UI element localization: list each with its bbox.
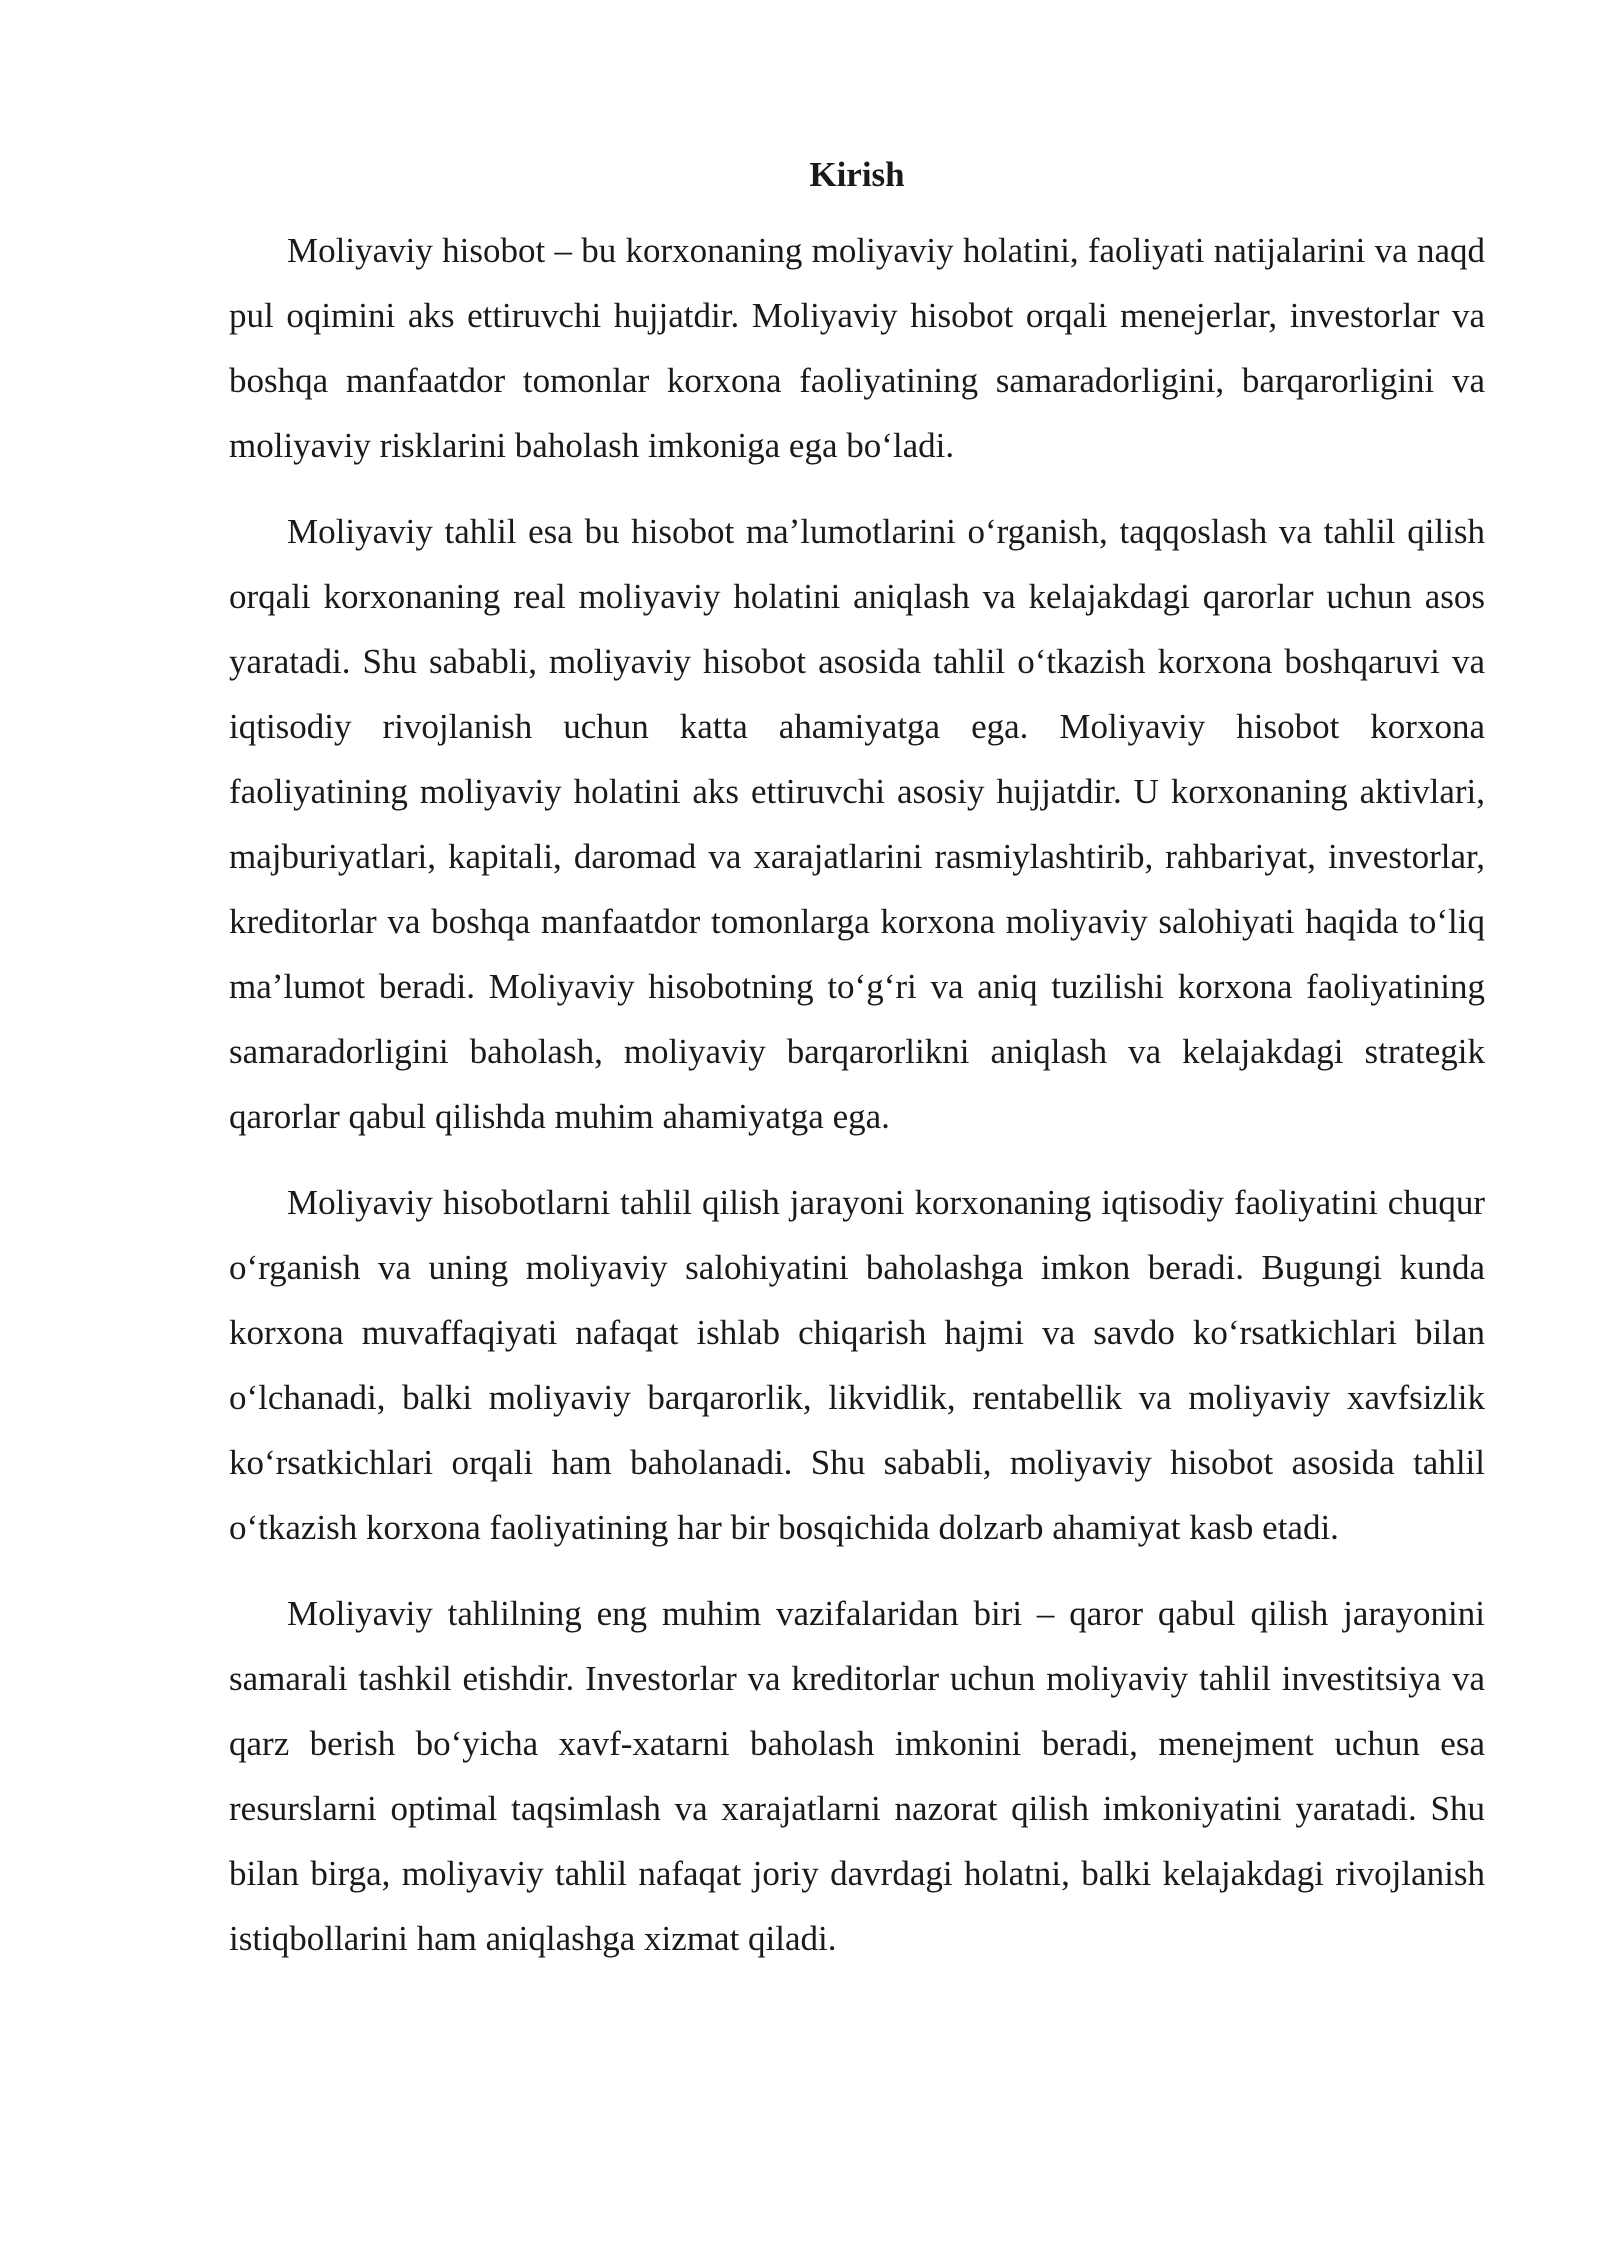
page-title: Kirish [809,155,905,194]
paragraph-3: Moliyaviy hisobotlarni tahlil qilish jarayoni korxonaning iqtisodiy faoliyatini chuqur oʻrganish va uning moliyaviy salohiyatini baholashga imkon beradi. Bugungi kunda korxona muvaffaqiyati nafaqat ishlab chiqarish hajmi va savdo koʻrsatkichlari bilan oʻlchanadi, balki moliyaviy barqarorlik, likvidlik, rentabellik va moliyaviy xavfsizlik koʻrsatkichlari orqali ham baholanadi. Shu sababli, moliyaviy hisobot asosida tahlil oʻtkazish korxona faoliyatining har bir bosqichida dolzarb ahamiyat kasb etadi. [229,1183,1485,1547]
document-body [229,148,1485,1992]
paragraph-4: Moliyaviy tahlilning eng muhim vazifalaridan biri – qaror qabul qilish jarayonini samarali tashkil etishdir. Investorlar va kreditorlar uchun moliyaviy tahlil investitsiya va qarz berish boʻyicha xavf-xatarni baholash imkonini beradi, menejment uchun esa resurslarni optimal taqsimlash va xarajatlarni nazorat qilish imkoniyatini yaratadi. Shu bilan birga, moliyaviy tahlil nafaqat joriy davrdagi holatni, balki kelajakdagi rivojlanish istiqbollarini ham aniqlashga xizmat qiladi. [229,1594,1485,1958]
paragraph-1: Moliyaviy hisobot – bu korxonaning moliyaviy holatini, faoliyati natijalarini va naqd pul oqimini aks ettiruvchi hujjatdir. Moliyaviy hisobot orqali menejerlar, investorlar va boshqa manfaatdor tomonlar korxona faoliyatining samaradorligini, barqarorligini va moliyaviy risklarini baholash imkoniga ega boʻladi. [229,231,1485,465]
paragraph-2: Moliyaviy tahlil esa bu hisobot maʼlumotlarini oʻrganish, taqqoslash va tahlil qilish orqali korxonaning real moliyaviy holatini aniqlash va kelajakdagi qarorlar uchun asos yaratadi. Shu sababli, moliyaviy hisobot asosida tahlil oʻtkazish korxona boshqaruvi va iqtisodiy rivojlanish uchun katta ahamiyatga ega. Moliyaviy hisobot korxona faoliyatining moliyaviy holatini aks ettiruvchi asosiy hujjatdir. U korxonaning aktivlari, majburiyatlari, kapitali, daromad va xarajatlarini rasmiylashtirib, rahbariyat, investorlar, kreditorlar va boshqa manfaatdor tomonlarga korxona moliyaviy salohiyati haqida toʻliq maʼlumot beradi. Moliyaviy hisobotning toʻgʻri va aniq tuzilishi korxona faoliyatining samaradorligini baholash, moliyaviy barqarorlikni aniqlash va kelajakdagi strategik qarorlar qabul qilishda muhim ahamiyatga ega. [229,512,1485,1136]
